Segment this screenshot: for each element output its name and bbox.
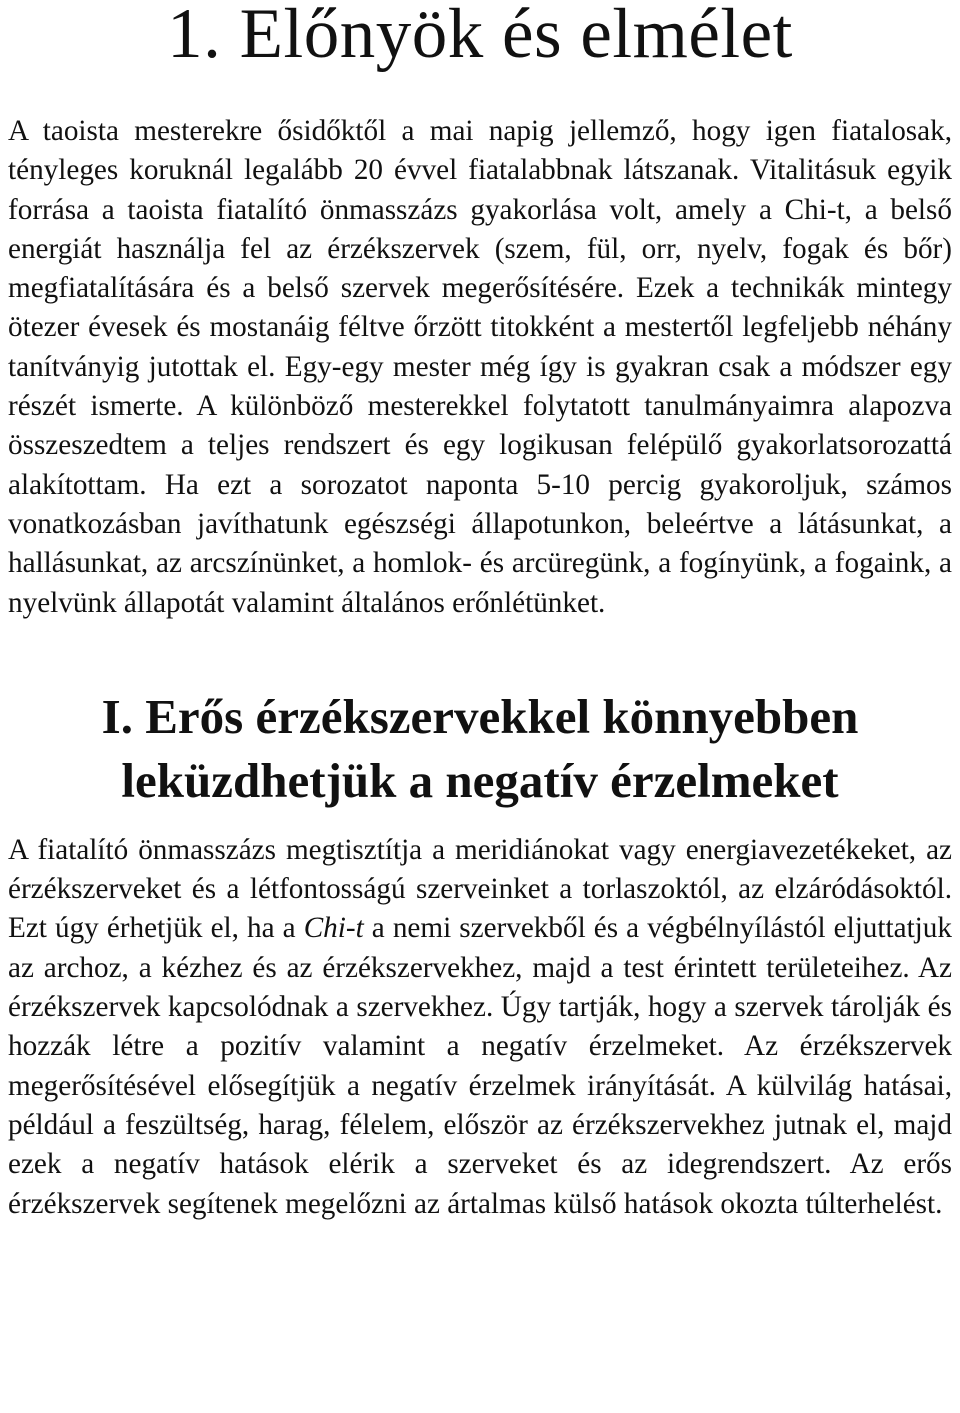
section-title: [8, 685, 952, 813]
section-title-line-2: leküzdhetjük a negatív érzelmeket: [121, 752, 839, 808]
section-text-before-italic: A fiatalító önmasszázs megtisztítja a meridiánokat vagy energiavezetékeket, az érzékszerveket és a létfontosságú szerveinket a torlaszoktól, az elzáródásoktól. Ezt úgy érhetjük el, ha a: [8, 833, 952, 945]
section-title-line-1: I. Erős érzékszervekkel könnyebben: [101, 688, 859, 744]
italic-term-chi: Chi-t: [303, 912, 364, 945]
section-text-after-italic: a nemi szervekből és a végbélnyílástól eljuttatjuk az archoz, a kézhez és az érzékszervekhez, majd a test érintett területeihez. Az érzékszervek kapcsolódnak a szervekhez. Úgy tartják, hogy a szervek tárolják és hozzák létre a pozitív valamint a negatív érzelmeket. Az érzékszervek megerősítésével elősegítjük a negatív érzelmek irányítását. A külvilág hatásai, például a feszültség, harag, félelem, először az érzékszervekhez jutnak el, majd ezek a negatív hatások elérik a szerveket és az idegrendszert. Az erős érzékszervek segítenek megelőzni az ártalmas külső hatások okozta túlterhelést.: [8, 912, 952, 1220]
intro-paragraph: A taoista mesterekre ősidőktől a mai napig jellemző, hogy igen fiatalosak, tényleges koruknál legalább 20 évvel fiatalabbnak látszanak. Vitalitásuk egyik forrása a taoista fiatalító önmasszázs gyakorlása volt, amely a Chi-t, a belső energiát használja fel az érzékszervek (szem, fül, orr, nyelv, fogak és bőr) megfiatalítására és a belső szervek megerősítésére. Ezek a technikák mintegy ötezer évesek és mostanáig féltve őrzött titokként a mestertől legfeljebb néhány tanítványig jutottak el. Egy-egy mester még így is gyakran csak a módszer egy részét ismerte. A különböző mesterekkel folytatott tanulmányaimra alapozva összeszedtem a teljes rendszert és egy logikusan felépülő gyakorlatsorozattá alakítottam. Ha ezt a sorozatot naponta 5-10 percig gyakoroljuk, számos vonatkozásban javíthatunk egészségi állapotunkon, beleértve a látásunkat, a hallásunkat, az arcszínünket, a homlok- és arcüregünk, a fogínyünk, a fogaink, a nyelvünk állapotát valamint általános erőnlétünket.: [8, 115, 952, 619]
chapter-title: 1. Előnyök és elmélet: [167, 0, 793, 73]
section-paragraph: [8, 831, 952, 1224]
